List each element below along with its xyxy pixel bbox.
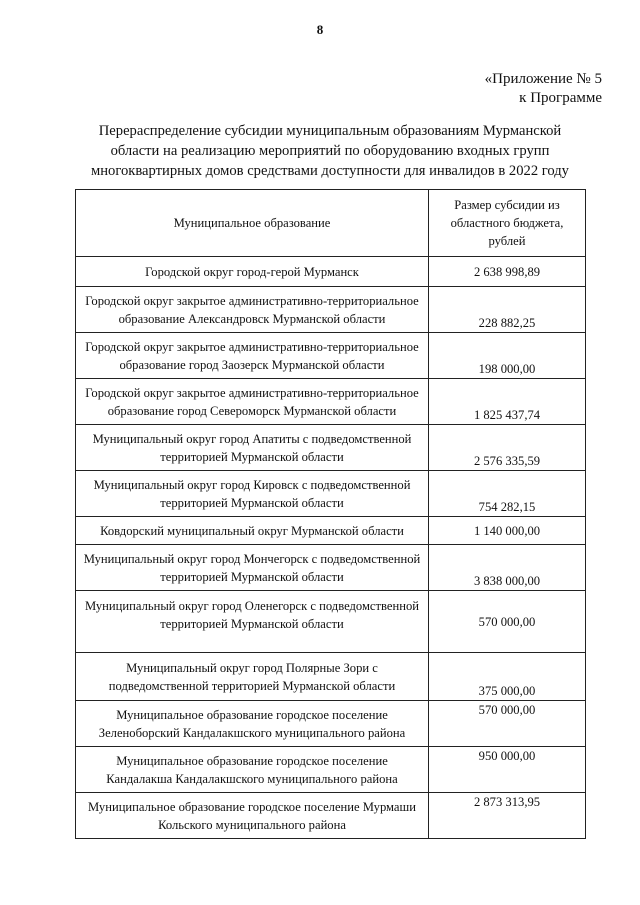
municipality-cell [76,257,429,287]
appendix-line-2: к Программе [519,90,602,106]
municipality-name-line-1: Муниципальный округ город Полярные Зори с [126,660,378,675]
table-row [76,333,586,379]
table-row [76,793,586,839]
appendix-line-1: «Приложение № 5 [484,71,602,87]
municipality-name-line-2: Кандалакша Кандалакшского муниципального района [106,771,398,786]
municipality-name-line-1: Муниципальный округ город Мончегорск с подведомственной [83,551,421,566]
municipality-name-line-2: образование город Заозерск Мурманской области [119,357,385,372]
table-row [76,257,586,287]
municipality-name-line-1: Муниципальное образование городское поселение Мурмаши [88,799,416,814]
table-row [76,287,586,333]
header-amount-line-3: рублей [488,234,526,248]
table-row [76,653,586,701]
header-municipality-label: Муниципальное образование [173,216,331,230]
municipality-cell [76,591,429,653]
header-amount-line-2: областного бюджета, [450,216,564,230]
municipality-cell [76,793,429,839]
amount-cell: 198 000,00 [429,333,586,379]
municipality-name-line-1: Муниципальный округ город Оленегорск с подведомственной [84,599,419,613]
document-title [70,121,590,181]
amount-cell: 2 873 313,95 [429,793,586,839]
table-row [76,747,586,793]
municipality-cell [76,471,429,517]
municipality-cell [76,653,429,701]
amount-cell: 1 825 437,74 [429,379,586,425]
title-line-2: области на реализацию мероприятий по оборудованию входных групп [110,143,550,159]
municipality-name-line-2: подведомственной территорией Мурманской области [108,678,396,693]
municipality-cell [76,333,429,379]
amount-cell: 950 000,00 [429,747,586,793]
header-municipality [76,190,429,257]
amount-cell: 2 638 998,89 [429,257,586,287]
municipality-name-line-1: Городской округ город-герой Мурманск [145,264,359,279]
appendix-reference [485,70,602,108]
municipality-name-line-2: Зеленоборский Кандалакшского муниципального района [98,725,406,740]
amount-cell: 570 000,00 [429,701,586,747]
municipality-name-line-2: образование Александровск Мурманской области [118,311,386,326]
municipality-name-line-2: территорией Мурманской области [160,617,344,631]
table-row [76,471,586,517]
amount-cell: 570 000,00 [429,591,586,653]
municipality-name-line-2: образование город Североморск Мурманской области [107,403,397,418]
table-header-row [76,190,586,257]
table-row [76,379,586,425]
municipality-name-line-2: территорией Мурманской области [160,495,344,510]
page-number: 8 [316,22,324,37]
municipality-name-line-1: Муниципальное образование городское поселение [116,707,388,722]
municipality-cell [76,379,429,425]
title-line-1: Перераспределение субсидии муниципальным образованиям Мурманской [98,123,562,139]
amount-cell: 3 838 000,00 [429,545,586,591]
amount-cell: 375 000,00 [429,653,586,701]
table-row [76,425,586,471]
amount-cell: 1 140 000,00 [429,517,586,545]
municipality-cell [76,701,429,747]
amount-cell: 2 576 335,59 [429,425,586,471]
municipality-name-line-2: Кольского муниципального района [158,817,346,832]
municipality-name-line-1: Ковдорский муниципальный округ Мурманской области [100,523,404,538]
amount-cell: 754 282,15 [429,471,586,517]
subsidy-table [75,189,586,839]
title-line-3: многоквартирных домов средствами доступности для инвалидов в 2022 году [91,163,569,179]
municipality-name-line-1: Муниципальный округ город Апатиты с подведомственной [92,431,412,446]
header-amount-line-1: Размер субсидии из [454,198,560,212]
municipality-cell [76,425,429,471]
municipality-cell [76,287,429,333]
municipality-name-line-1: Муниципальный округ город Кировск с подведомственной [93,477,411,492]
municipality-name-line-2: территорией Мурманской области [160,449,344,464]
municipality-cell [76,545,429,591]
municipality-cell [76,517,429,545]
table-row [76,545,586,591]
municipality-name-line-1: Муниципальное образование городское поселение [116,753,388,768]
header-amount [429,190,586,257]
table-row [76,517,586,545]
table-row [76,701,586,747]
municipality-name-line-1: Городской округ закрытое административно-территориальное [85,293,419,308]
municipality-cell [76,747,429,793]
municipality-name-line-1: Городской округ закрытое административно-территориальное [85,339,419,354]
municipality-name-line-2: территорией Мурманской области [160,569,344,584]
table-row [76,591,586,653]
municipality-name-line-1: Городской округ закрытое административно-территориальное [85,385,419,400]
amount-cell: 228 882,25 [429,287,586,333]
